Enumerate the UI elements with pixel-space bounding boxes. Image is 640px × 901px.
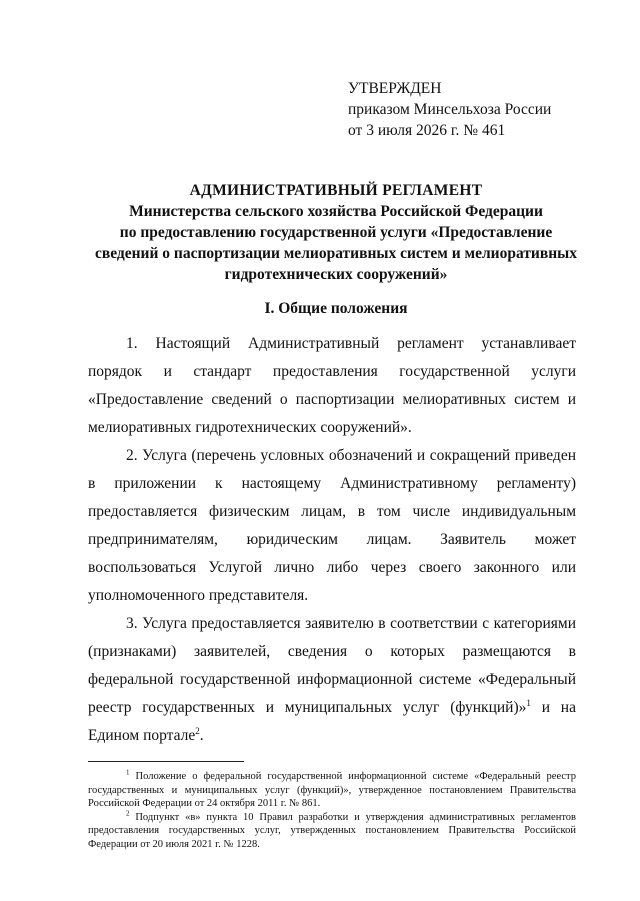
paragraph-3-text-c: .: [199, 727, 204, 744]
footnote-2-mark: 2: [126, 809, 130, 817]
document-title: [80, 180, 592, 285]
paragraph-3-text-a: 3. Услуга предоставляется заявителю в соответствии с категориями (признаками) заявителей, сведения о которых размещаются в федеральной государственной информационной системе «Федеральный реестр государственных и муниципальных услуг (функций)»: [88, 615, 576, 716]
footnotes: [88, 770, 576, 851]
title-line-4: гидротехнических сооружений»: [224, 266, 448, 283]
paragraph-3-text-b: и на Едином портале: [88, 699, 576, 744]
section-heading: I. Общие положения: [264, 300, 408, 317]
approval-status: УТВЕРЖДЕН: [348, 80, 442, 97]
approval-stamp: [348, 78, 551, 141]
title-line-3: сведений о паспортизации мелиоративных систем и мелиоративных: [94, 245, 578, 262]
document-body: [88, 330, 576, 750]
paragraph-1: 1. Настоящий Административный регламент устанавливает порядок и стандарт предоставления государственной услуги «Предоставление сведений о паспортизации мелиоративных систем и мелиоративных гидротехнических сооружений».: [88, 335, 576, 436]
title-main: АДМИНИСТРАТИВНЫЙ РЕГЛАМЕНТ: [189, 182, 483, 199]
paragraph-3: [88, 610, 576, 750]
approval-date: от 3 июля 2026 г. № 461: [348, 122, 506, 139]
paragraph-2: 2. Услуга (перечень условных обозначений и сокращений приведен в приложении к настоящему Административному регламенту) предоставляется физическим лицам, в том числе индивидуальным предпринимателям, юридическим лицам. Заявитель может воспользоваться Услугой лично либо через своего законного или уполномоченного представителя.: [88, 447, 576, 604]
footnote-1: [88, 770, 576, 811]
footnote-divider: [88, 761, 244, 762]
footnote-ref-1[interactable]: 1: [526, 697, 531, 708]
title-line-1: Министерства сельского хозяйства Российской Федерации: [129, 203, 543, 220]
footnote-2: [88, 811, 576, 852]
footnote-2-text: Подпункт «в» пункта 10 Правил разработки и утверждения административных регламентов предоставления государственных услуг, утвержденных постановлением Правительства Российской Федерации от 20 июля 2021 г. № 1228.: [88, 811, 576, 850]
footnote-ref-2[interactable]: 2: [195, 725, 200, 736]
footnote-1-mark: 1: [126, 768, 130, 777]
approval-order: приказом Минсельхоза России: [348, 101, 552, 118]
footnote-1-text: Положение о федеральной государственной информационной системе «Федеральный реестр государственных и муниципальных услуг (функций)», утвержденное постановлением Правительства Российской Федерации от 24 октября 2011 г. № 861.: [88, 771, 576, 809]
title-line-2: по предоставлению государственной услуги «Предоставление: [119, 224, 553, 241]
